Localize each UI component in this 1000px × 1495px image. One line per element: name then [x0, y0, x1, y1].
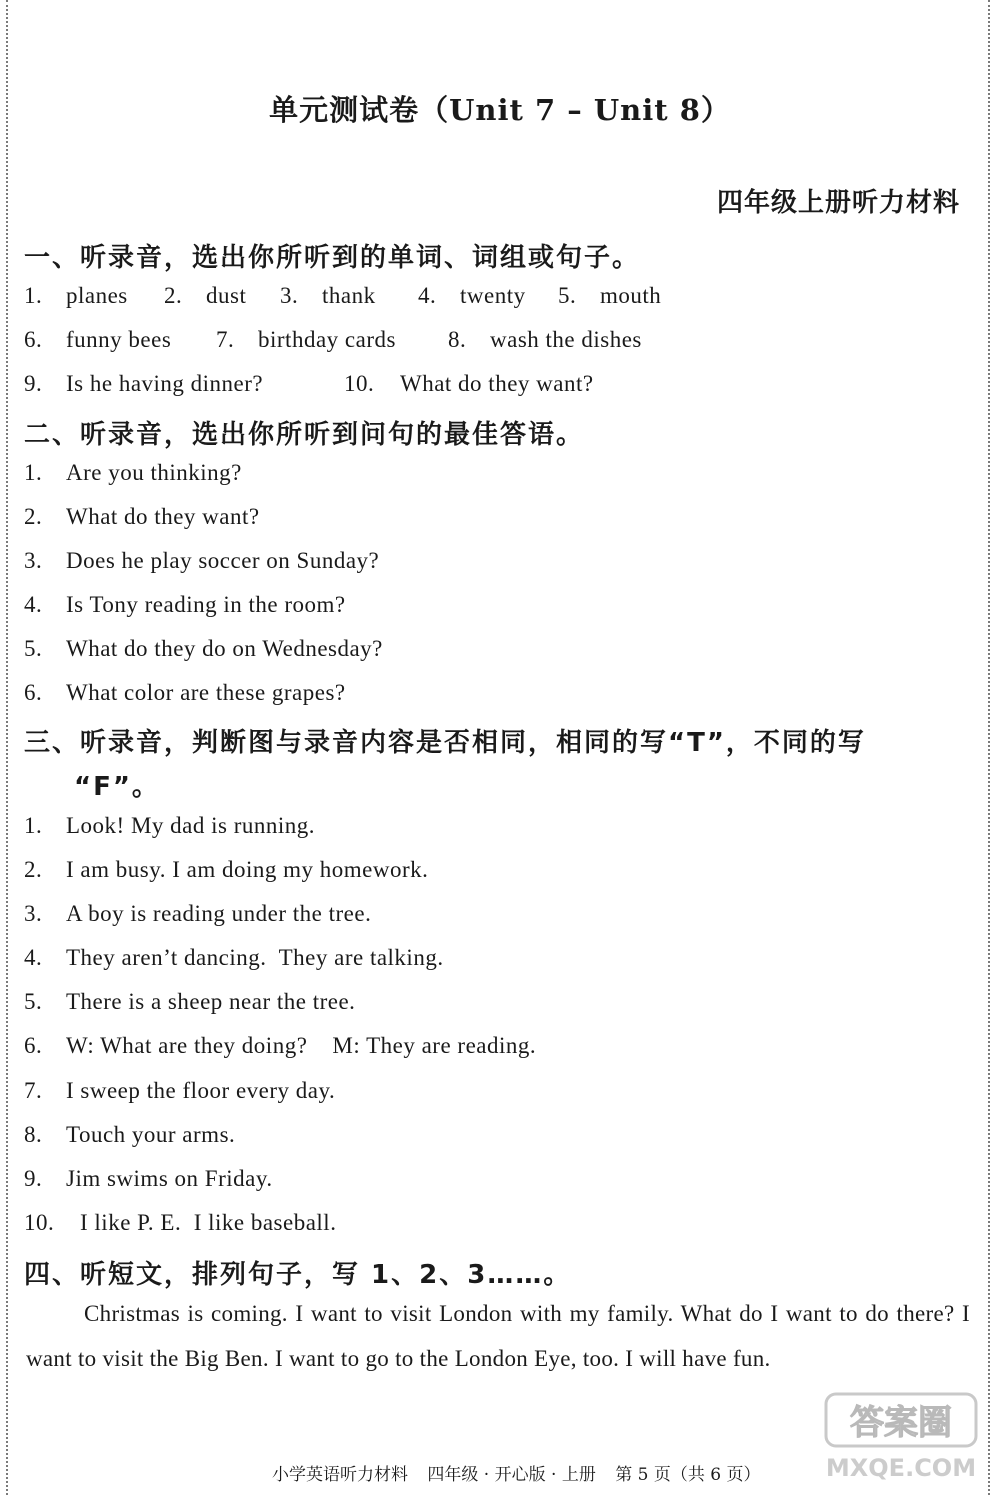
list-item: 2. I am busy. I am doing my homework. [24, 857, 429, 882]
list-item: 5. There is a sheep near the tree. [24, 989, 356, 1014]
list-item: 6. W: What are they doing? M: They are reading. [24, 1033, 537, 1058]
footer-grade: 四年级 · 开心版 · 上册 [427, 1465, 596, 1485]
section-1-heading: 一、听录音，选出你所听到的单词、词组或句子。 [24, 243, 641, 273]
section-3-heading: 三、听录音，判断图与录音内容是否相同，相同的写“T”，不同的写 [24, 728, 866, 758]
list-item: 3. Does he play soccer on Sunday? [24, 548, 380, 573]
section-4-heading: 四、听短文，排列句子，写 1、2、3……。 [24, 1260, 572, 1290]
list-item: 6. What color are these grapes? [24, 680, 346, 705]
section-3-heading-cont: “F”。 [74, 772, 160, 802]
list-item: 8. Touch your arms. [24, 1122, 236, 1147]
watermark-url: MXQE.COM [825, 1454, 977, 1482]
list-item: 7. I sweep the floor every day. [24, 1078, 336, 1103]
page-subtitle: 四年级上册听力材料 [716, 188, 960, 218]
watermark-logo [812, 1388, 992, 1488]
section-2-heading: 二、听录音，选出你所听到问句的最佳答语。 [24, 420, 585, 450]
section-1-row-3: 9. Is he having dinner? 10. What do they want? [24, 371, 594, 396]
list-item: 10. I like P. E. I like baseball. [24, 1210, 337, 1235]
footer-book-title: 小学英语听力材料 [272, 1465, 408, 1485]
section-1-row-1: 1. planes 2. dust 3. thank 4. twenty 5. mouth [24, 283, 662, 308]
passage-paragraph: Christmas is coming. I want to visit London with my family. What do I want to do there? I want to visit the Big Ben. I want to go to the London Eye, too. I will have fun. [26, 1301, 970, 1371]
list-item: 1. Look! My dad is running. [24, 813, 316, 838]
page-footer [272, 1460, 775, 1485]
list-item: 1. Are you thinking? [24, 460, 242, 485]
list-item: 9. Jim swims on Friday. [24, 1166, 273, 1191]
list-item: 2. What do they want? [24, 504, 260, 529]
footer-page-number: 第 5 页（共 6 页） [615, 1465, 761, 1485]
list-item: 4. They aren’t dancing. They are talking. [24, 945, 444, 970]
left-dotted-border [6, 0, 8, 1495]
list-item: 3. A boy is reading under the tree. [24, 901, 372, 926]
list-item: 5. What do they do on Wednesday? [24, 636, 383, 661]
watermark-text: 答案圈 [850, 1403, 952, 1443]
page-title: 单元测试卷（Unit 7 – Unit 8） [269, 93, 731, 127]
list-item: 4. Is Tony reading in the room? [24, 592, 346, 617]
section-1-row-2: 6. funny bees 7. birthday cards 8. wash the dishes [24, 327, 642, 352]
right-dotted-border [988, 0, 990, 1495]
